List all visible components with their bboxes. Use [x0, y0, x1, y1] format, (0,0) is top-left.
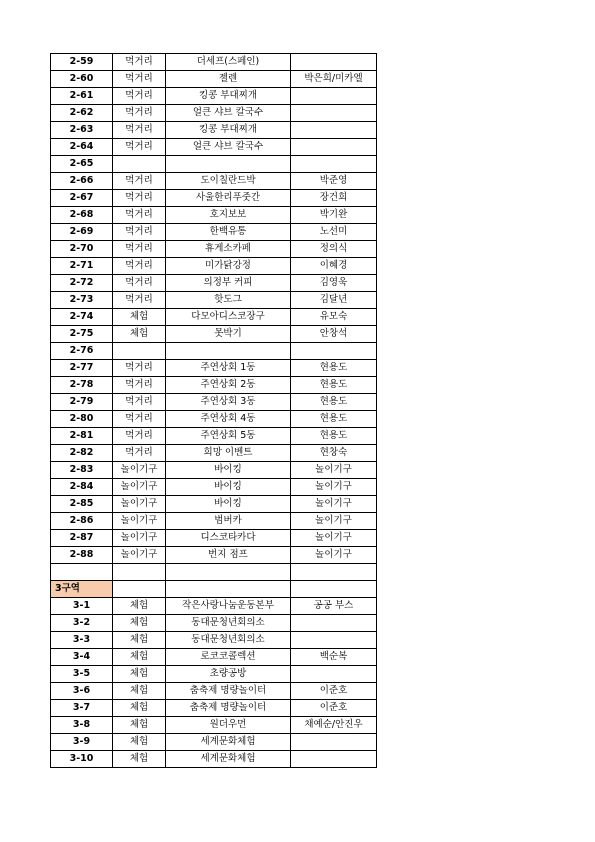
- booth-number: 2-88: [51, 547, 113, 564]
- table-row: [51, 275, 377, 292]
- booth-owner: [291, 139, 377, 156]
- booth-category: 먹거리: [113, 139, 166, 156]
- booth-owner: 놀이기구: [291, 530, 377, 547]
- booth-category: 놀이기구: [113, 462, 166, 479]
- booth-category: 먹거리: [113, 360, 166, 377]
- booth-number: 3-3: [51, 632, 113, 649]
- booth-name: 주연상회 4동: [166, 411, 291, 428]
- booth-name: 디스코타카다: [166, 530, 291, 547]
- booth-owner: [291, 734, 377, 751]
- booth-name: 동대문청년회의소: [166, 615, 291, 632]
- booth-owner: [291, 343, 377, 360]
- table-row: [51, 717, 377, 734]
- booth-owner: 현용도: [291, 377, 377, 394]
- booth-category: 먹거리: [113, 88, 166, 105]
- table-row: [51, 649, 377, 666]
- booth-name: 호지보보: [166, 207, 291, 224]
- booth-category: 먹거리: [113, 241, 166, 258]
- table-row: [51, 207, 377, 224]
- booth-number: 2-72: [51, 275, 113, 292]
- booth-number: 3-5: [51, 666, 113, 683]
- booth-owner: 유모숙: [291, 309, 377, 326]
- booth-table-body: [51, 54, 377, 768]
- table-row: [51, 734, 377, 751]
- booth-number: 3-9: [51, 734, 113, 751]
- booth-category: 먹거리: [113, 71, 166, 88]
- booth-name: 주연상회 2동: [166, 377, 291, 394]
- empty-cell: [291, 581, 377, 598]
- empty-cell: [113, 564, 166, 581]
- booth-owner: [291, 105, 377, 122]
- table-row: [51, 173, 377, 190]
- booth-number: 2-69: [51, 224, 113, 241]
- booth-owner: 안창석: [291, 326, 377, 343]
- booth-category: 놀이기구: [113, 547, 166, 564]
- booth-category: 먹거리: [113, 428, 166, 445]
- booth-name: 초량공방: [166, 666, 291, 683]
- booth-category: 먹거리: [113, 258, 166, 275]
- booth-number: 3-7: [51, 700, 113, 717]
- booth-name: 킹콩 부대찌개: [166, 88, 291, 105]
- booth-owner: 이준호: [291, 700, 377, 717]
- booth-category: 체험: [113, 683, 166, 700]
- booth-number: 2-66: [51, 173, 113, 190]
- booth-category: 놀이기구: [113, 513, 166, 530]
- booth-name: [166, 343, 291, 360]
- table-row: [51, 428, 377, 445]
- booth-owner: 박준영: [291, 173, 377, 190]
- booth-number: 3-8: [51, 717, 113, 734]
- booth-name: 핫도그: [166, 292, 291, 309]
- booth-number: 2-59: [51, 54, 113, 71]
- table-row: [51, 615, 377, 632]
- booth-name: 주연상회 5동: [166, 428, 291, 445]
- booth-number: 2-82: [51, 445, 113, 462]
- table-row: [51, 445, 377, 462]
- booth-number: 2-83: [51, 462, 113, 479]
- table-row: [51, 598, 377, 615]
- booth-owner: 박은희/미카엘: [291, 71, 377, 88]
- table-row: [51, 377, 377, 394]
- booth-owner: [291, 54, 377, 71]
- table-row: [51, 751, 377, 768]
- booth-name: 한백유통: [166, 224, 291, 241]
- table-row: [51, 666, 377, 683]
- booth-number: 2-80: [51, 411, 113, 428]
- booth-category: 먹거리: [113, 224, 166, 241]
- booth-name: 원더우먼: [166, 717, 291, 734]
- booth-number: 2-87: [51, 530, 113, 547]
- booth-name: 작은사랑나눔운동본부: [166, 598, 291, 615]
- booth-name: 미가닭강정: [166, 258, 291, 275]
- table-row: [51, 700, 377, 717]
- empty-cell: [166, 581, 291, 598]
- booth-number: 2-61: [51, 88, 113, 105]
- booth-category: 체험: [113, 734, 166, 751]
- booth-name: 도이칠란드박: [166, 173, 291, 190]
- booth-owner: 백순복: [291, 649, 377, 666]
- booth-category: 먹거리: [113, 207, 166, 224]
- booth-category: 먹거리: [113, 275, 166, 292]
- booth-name: 세계문화체험: [166, 734, 291, 751]
- booth-category: 체험: [113, 717, 166, 734]
- table-row: [51, 496, 377, 513]
- table-row: [51, 683, 377, 700]
- table-row: [51, 241, 377, 258]
- booth-owner: 공공 부스: [291, 598, 377, 615]
- booth-category: 먹거리: [113, 394, 166, 411]
- booth-owner: [291, 88, 377, 105]
- table-row: [51, 343, 377, 360]
- booth-owner: [291, 615, 377, 632]
- booth-number: 2-65: [51, 156, 113, 173]
- booth-category: 먹거리: [113, 122, 166, 139]
- booth-owner: 채예순/안진우: [291, 717, 377, 734]
- table-row: [51, 122, 377, 139]
- booth-category: 체험: [113, 632, 166, 649]
- booth-category: [113, 343, 166, 360]
- booth-name: 킹콩 부대찌개: [166, 122, 291, 139]
- booth-number: 2-74: [51, 309, 113, 326]
- booth-name: [166, 156, 291, 173]
- table-row: [51, 513, 377, 530]
- booth-category: 체험: [113, 700, 166, 717]
- table-row: [51, 258, 377, 275]
- empty-cell: [51, 564, 113, 581]
- booth-name: 동대문청년회의소: [166, 632, 291, 649]
- booth-name: 못박기: [166, 326, 291, 343]
- booth-name: 젤렌: [166, 71, 291, 88]
- booth-owner: 이준호: [291, 683, 377, 700]
- booth-number: 2-78: [51, 377, 113, 394]
- booth-category: 먹거리: [113, 292, 166, 309]
- table-row: [51, 411, 377, 428]
- booth-category: 체험: [113, 666, 166, 683]
- table-row: [51, 632, 377, 649]
- table-row: [51, 394, 377, 411]
- booth-name: 바이킹: [166, 479, 291, 496]
- booth-name: 춤축제 명량놀이터: [166, 683, 291, 700]
- booth-category: 먹거리: [113, 445, 166, 462]
- booth-category: 놀이기구: [113, 530, 166, 547]
- table-row: [51, 71, 377, 88]
- table-row: [51, 360, 377, 377]
- booth-owner: [291, 751, 377, 768]
- booth-number: 2-77: [51, 360, 113, 377]
- booth-number: 2-85: [51, 496, 113, 513]
- zone-header-row: [51, 581, 377, 598]
- booth-name: 범버카: [166, 513, 291, 530]
- booth-name: 희망 이벤트: [166, 445, 291, 462]
- booth-category: 먹거리: [113, 173, 166, 190]
- table-row: [51, 224, 377, 241]
- table-row: [51, 309, 377, 326]
- booth-number: 2-73: [51, 292, 113, 309]
- booth-name: 얼큰 샤브 칼국수: [166, 105, 291, 122]
- booth-number: 2-75: [51, 326, 113, 343]
- booth-owner: [291, 666, 377, 683]
- booth-name: 로코코콜렉션: [166, 649, 291, 666]
- booth-number: 3-6: [51, 683, 113, 700]
- booth-table: [50, 53, 377, 768]
- booth-owner: 이혜경: [291, 258, 377, 275]
- booth-number: 3-4: [51, 649, 113, 666]
- booth-category: 체험: [113, 598, 166, 615]
- booth-owner: 정의식: [291, 241, 377, 258]
- empty-cell: [113, 581, 166, 598]
- booth-name: 주연상회 1동: [166, 360, 291, 377]
- booth-owner: 놀이기구: [291, 513, 377, 530]
- booth-owner: 김영욱: [291, 275, 377, 292]
- booth-owner: 김달년: [291, 292, 377, 309]
- booth-number: 2-62: [51, 105, 113, 122]
- booth-owner: 놀이기구: [291, 462, 377, 479]
- empty-cell: [291, 564, 377, 581]
- booth-owner: [291, 632, 377, 649]
- booth-owner: 장건희: [291, 190, 377, 207]
- booth-category: 놀이기구: [113, 496, 166, 513]
- booth-number: 2-63: [51, 122, 113, 139]
- booth-number: 3-2: [51, 615, 113, 632]
- booth-name: 주연상회 3동: [166, 394, 291, 411]
- booth-category: 체험: [113, 326, 166, 343]
- booth-number: 2-64: [51, 139, 113, 156]
- booth-name: 얼큰 샤브 칼국수: [166, 139, 291, 156]
- booth-number: 2-67: [51, 190, 113, 207]
- blank-row: [51, 564, 377, 581]
- table-row: [51, 479, 377, 496]
- booth-owner: 노선미: [291, 224, 377, 241]
- empty-cell: [166, 564, 291, 581]
- booth-category: 체험: [113, 309, 166, 326]
- booth-name: 춤축제 명량놀이터: [166, 700, 291, 717]
- booth-owner: 현용도: [291, 394, 377, 411]
- booth-owner: 놀이기구: [291, 547, 377, 564]
- booth-number: 2-79: [51, 394, 113, 411]
- booth-number: 3-1: [51, 598, 113, 615]
- booth-number: 2-71: [51, 258, 113, 275]
- booth-owner: 현창숙: [291, 445, 377, 462]
- table-row: [51, 54, 377, 71]
- booth-owner: 현용도: [291, 411, 377, 428]
- booth-owner: 놀이기구: [291, 479, 377, 496]
- table-row: [51, 105, 377, 122]
- table-row: [51, 156, 377, 173]
- booth-name: 휴게소카페: [166, 241, 291, 258]
- booth-name: 바이킹: [166, 462, 291, 479]
- table-row: [51, 292, 377, 309]
- table-row: [51, 88, 377, 105]
- table-row: [51, 326, 377, 343]
- booth-name: 의정부 커피: [166, 275, 291, 292]
- booth-name: 바이킹: [166, 496, 291, 513]
- table-row: [51, 190, 377, 207]
- booth-owner: 현용도: [291, 428, 377, 445]
- table-row: [51, 139, 377, 156]
- booth-number: 2-60: [51, 71, 113, 88]
- booth-category: 놀이기구: [113, 479, 166, 496]
- table-row: [51, 530, 377, 547]
- booth-owner: 현용도: [291, 360, 377, 377]
- booth-number: 2-68: [51, 207, 113, 224]
- booth-category: 먹거리: [113, 54, 166, 71]
- booth-number: 2-81: [51, 428, 113, 445]
- booth-owner: [291, 156, 377, 173]
- booth-number: 2-86: [51, 513, 113, 530]
- booth-number: 2-84: [51, 479, 113, 496]
- booth-name: 다모아디스코장구: [166, 309, 291, 326]
- booth-name: 더세프(스페인): [166, 54, 291, 71]
- booth-category: [113, 156, 166, 173]
- booth-owner: [291, 122, 377, 139]
- booth-name: 번지 점프: [166, 547, 291, 564]
- booth-name: 세계문화체험: [166, 751, 291, 768]
- booth-category: 체험: [113, 615, 166, 632]
- booth-category: 체험: [113, 649, 166, 666]
- booth-category: 먹거리: [113, 105, 166, 122]
- booth-owner: 놀이기구: [291, 496, 377, 513]
- booth-owner: 박기완: [291, 207, 377, 224]
- booth-category: 체험: [113, 751, 166, 768]
- zone-label: 3구역: [51, 581, 113, 598]
- table-row: [51, 547, 377, 564]
- booth-number: 3-10: [51, 751, 113, 768]
- booth-name: 사울한리푸줏간: [166, 190, 291, 207]
- booth-category: 먹거리: [113, 377, 166, 394]
- booth-number: 2-70: [51, 241, 113, 258]
- table-row: [51, 462, 377, 479]
- booth-category: 먹거리: [113, 190, 166, 207]
- booth-number: 2-76: [51, 343, 113, 360]
- booth-category: 먹거리: [113, 411, 166, 428]
